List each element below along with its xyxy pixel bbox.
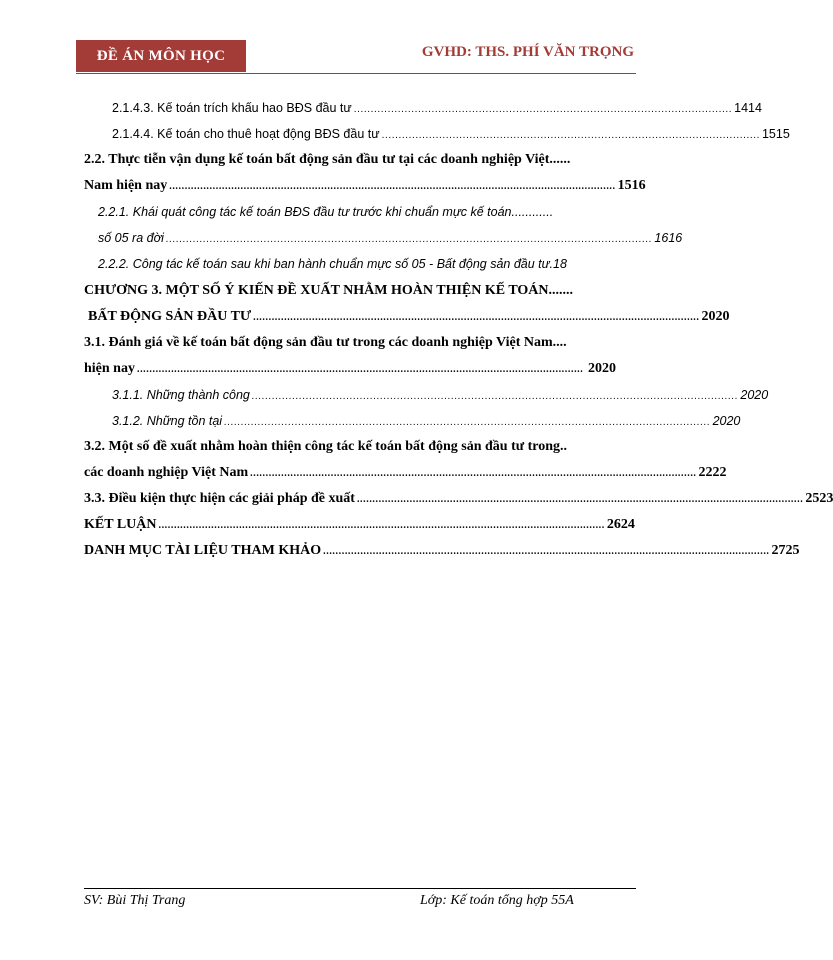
toc-entry-title: 3.2. Một số đề xuất nhằm hoàn thiện công tác kế toán bất động sản đầu tư trong.. (84, 439, 568, 454)
toc-entry-title: DANH MỤC TÀI LIỆU THAM KHẢO (84, 543, 322, 558)
toc-leader: ................................................................................................................................................ (323, 546, 770, 557)
header-advisor: GVHD: THS. PHÍ VĂN TRỌNG (421, 44, 634, 60)
footer-class: Lớp: Kế toán tổng hợp 55A (420, 893, 574, 908)
toc-entry-page: 1616 (654, 231, 683, 245)
header-course-badge: ĐỀ ÁN MÔN HỌC (76, 40, 246, 72)
toc-leader: ................................................................................................................................................ (158, 520, 605, 531)
toc-entry-title: KẾT LUẬN (84, 517, 157, 532)
toc-entry-page: 1414 (734, 101, 762, 115)
toc-entry[interactable] (112, 125, 790, 145)
toc-entry[interactable] (84, 334, 616, 352)
toc-entry-title: hiện nay (84, 361, 135, 376)
toc-entry-page: 2725 (771, 543, 800, 558)
toc-entry[interactable] (88, 308, 730, 327)
toc-entry-page: 2020 (712, 414, 741, 428)
toc-entry[interactable] (98, 229, 683, 249)
toc-entry[interactable] (112, 386, 769, 406)
toc-entry-page: 2020 (701, 309, 730, 324)
toc-entry-title: 3.1.1. Những thành công (112, 388, 250, 402)
toc-entry[interactable] (98, 203, 616, 221)
toc-leader: ................................................................................................................................................ (169, 181, 616, 192)
toc-entry-title: 3.1. Đánh giá về kế toán bất động sản đầu tư trong các doanh nghiệp Việt Nam.... (84, 335, 567, 350)
toc-entry-page: 2624 (606, 517, 635, 532)
footer-student: SV: Bùi Thị Trang (84, 893, 186, 908)
toc-entry-title: số 05 ra đời (98, 231, 164, 245)
toc-entry[interactable] (84, 151, 616, 169)
toc-entry-title: BẤT ĐỘNG SẢN ĐẦU TƯ (88, 309, 252, 324)
toc-entry-title: 2.2.2. Công tác kế toán sau khi ban hành chuẩn mực số 05 - Bất động sản đầu tư.18 (98, 257, 567, 271)
footer-divider (84, 888, 636, 889)
toc-leader: ................................................................................................................................................ (136, 364, 584, 375)
toc-entry-title: 2.2. Thực tiễn vận dụng kế toán bất động sản đầu tư tại các doanh nghiệp Việt...... (84, 152, 571, 167)
toc-leader: ................................................................................................................................................ (251, 391, 739, 402)
toc-leader: ................................................................................................................................................ (224, 417, 711, 428)
toc-entry[interactable] (84, 438, 616, 456)
toc-entry[interactable] (112, 412, 741, 432)
toc-entry-page: 2523 (805, 491, 833, 506)
toc-leader: ................................................................................................................................................ (253, 312, 700, 323)
toc-entry-title: 2.1.4.4. Kế toán cho thuê hoạt động BĐS đầu tư (112, 127, 380, 141)
toc-entry-page: 2020 (588, 361, 616, 376)
toc-leader: ................................................................................................................ (353, 104, 733, 115)
toc-entry[interactable] (84, 282, 616, 300)
toc-entry-page: 2222 (698, 465, 727, 480)
toc-entry-title: 2.2.1. Khái quát công tác kế toán BĐS đầu tư trước khi chuẩn mực kế toán............ (98, 205, 554, 219)
toc-leader: ................................................................................................................................................ (356, 494, 804, 505)
toc-entry-title: CHƯƠNG 3. MỘT SỐ Ý KIẾN ĐỀ XUẤT NHẰM HOÀN THIỆN KẾ TOÁN....... (84, 283, 574, 298)
toc-entry[interactable] (84, 177, 646, 196)
toc-entry[interactable] (84, 516, 635, 535)
toc-entry[interactable] (84, 464, 727, 483)
toc-entry-title: Nam hiện nay (84, 178, 168, 193)
toc-entry-title: các doanh nghiệp Việt Nam (84, 465, 249, 480)
toc-leader: ................................................................................................................................................ (250, 468, 697, 479)
toc-leader: ................................................................................................................ (381, 130, 760, 141)
toc-entry[interactable] (98, 255, 616, 273)
toc-entry[interactable] (84, 360, 616, 379)
toc-entry[interactable] (84, 542, 800, 561)
toc-entry-page: 1515 (761, 127, 790, 141)
toc-entry-page: 1516 (617, 178, 646, 193)
toc-entry[interactable] (84, 490, 833, 509)
toc-entry[interactable] (112, 99, 762, 119)
toc-leader: ................................................................................................................................................ (165, 234, 653, 245)
toc-entry-title: 2.1.4.3. Kế toán trích khấu hao BĐS đầu tư (112, 101, 352, 115)
toc-entry-page: 2020 (740, 388, 769, 402)
toc-entry-title: 3.1.2. Những tồn tại (112, 414, 223, 428)
toc-entry-title: 3.3. Điều kiện thực hiện các giải pháp đề xuất (84, 491, 355, 506)
header-divider (76, 73, 636, 74)
